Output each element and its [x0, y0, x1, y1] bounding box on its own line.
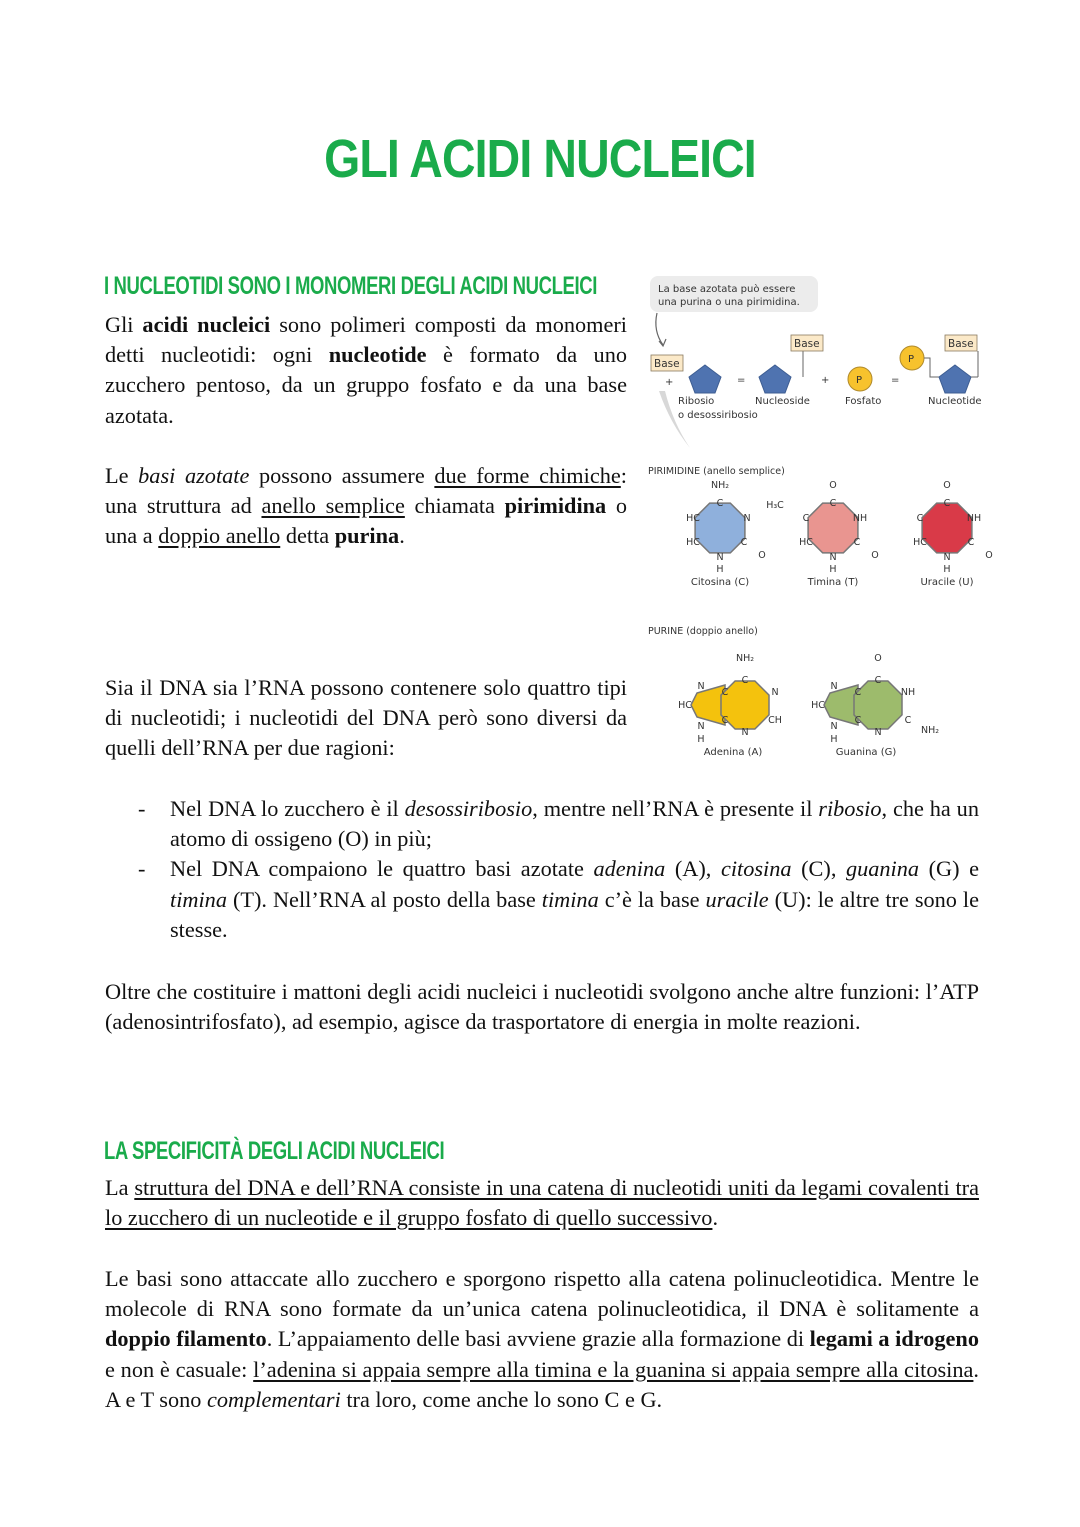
plus-sign: +: [821, 375, 830, 386]
text-run: complementari: [207, 1386, 341, 1412]
text-run: e non è casuale:: [105, 1356, 254, 1382]
molecule-name: Guanina (G): [835, 747, 897, 758]
atom-label: C: [829, 498, 837, 509]
atom-label: HC: [686, 537, 700, 548]
text-run: adenina: [593, 856, 666, 882]
text-run: citosina: [720, 856, 792, 882]
text-run: , mentre nell’RNA è presente il: [532, 796, 819, 821]
nucleotide-label: Nucleotide: [928, 396, 982, 407]
nucleotide-figure: [645, 273, 1035, 768]
pyrimidine-molecule: [686, 480, 766, 588]
list-item-text: [170, 796, 979, 851]
text-run: (C),: [791, 856, 846, 882]
atom-label: C: [967, 537, 975, 548]
ribose-label: o desossiribosio: [678, 410, 758, 421]
arrow-icon: [656, 313, 663, 345]
atom-label: O: [829, 480, 837, 491]
text-run: timina: [170, 886, 227, 912]
paragraph: [105, 673, 627, 764]
phosphate-label: P: [908, 354, 915, 365]
atom-label: C: [716, 498, 724, 509]
text-run: o una a: [105, 493, 627, 549]
text-run: nucleotide: [328, 342, 427, 368]
atom-label: C: [874, 675, 882, 686]
bullet-list: [105, 794, 979, 945]
atom-label: N: [943, 552, 951, 563]
purines-group: [678, 653, 939, 758]
ribose-label: Ribosio: [678, 396, 715, 407]
ring-icon: [824, 685, 858, 725]
text-run: due forme chimiche: [434, 463, 621, 488]
atom-label: N: [829, 552, 837, 563]
molecule-name: Citosina (C): [690, 577, 750, 588]
text-run: Nel DNA compaiono le quattro basi azotate: [170, 856, 594, 882]
phosphate-label: P: [856, 375, 863, 386]
text-run: .: [712, 1205, 719, 1231]
paragraph: [105, 1264, 979, 1415]
text-run: . A e T sono: [105, 1356, 979, 1412]
text-run: . L’appaiamento delle basi avviene grazie alla formazione di: [266, 1326, 810, 1352]
text-run: detta: [280, 523, 335, 549]
text-run: Nel DNA lo zucchero è il: [170, 796, 405, 821]
text-run: è formato da uno zucchero pentoso, da un gruppo fosfato e da una base azotata.: [105, 342, 627, 428]
pyrimidines-title: PIRIMIDINE (anello semplice): [648, 466, 785, 477]
text-run: Oltre che costituire i mattoni degli acidi nucleici i nucleotidi svolgono anche altre funzioni: l’ATP (adenosintrifosfato), ad esempio, agisce da trasportatore di energia in molte reazioni.: [105, 979, 979, 1035]
atom-label: O: [985, 550, 993, 561]
atom-label: N: [697, 721, 705, 732]
page-title: GLI ACIDI NUCLEICI: [324, 129, 756, 189]
molecule-name: Timina (T): [807, 577, 859, 588]
atom-label: H: [697, 734, 705, 745]
atom-label: C: [740, 537, 748, 548]
atom-label: C: [916, 513, 924, 524]
atom-label: HC: [799, 537, 813, 548]
section-heading-specificity: LA SPECIFICITÀ DEGLI ACIDI NUCLEICI: [104, 1137, 445, 1165]
purine-molecule: [678, 653, 782, 758]
atom-label: HC: [913, 537, 927, 548]
atom-label: O: [758, 550, 766, 561]
text-run: Le basi sono attaccate allo zucchero e sporgono rispetto alla catena polinucleotidica. Mentre le molecole di RNA sono formate da un’unica catena polinucleotidica, il DNA è solitamente a: [105, 1266, 979, 1322]
text-run: ribosio: [818, 796, 882, 821]
text-run: Sia il DNA sia l’RNA possono contenere solo quattro tipi di nucleotidi; i nucleotidi del DNA però sono diversi da quelli dell’RNA per due ragioni:: [105, 675, 627, 761]
ring-icon: [691, 685, 725, 725]
text-run: .: [399, 523, 405, 549]
molecule-name: Adenina (A): [703, 747, 763, 758]
atom-label: C: [741, 675, 749, 686]
atom-label: H: [830, 734, 838, 745]
sugar-pentagon-icon: [689, 365, 721, 393]
atom-label: C: [854, 715, 862, 726]
equals-sign: =: [737, 375, 746, 386]
atom-label: O: [871, 550, 879, 561]
paragraph: [105, 1173, 979, 1233]
ring-icon: [922, 503, 972, 553]
sugar-pentagon-icon: [939, 365, 971, 393]
base-label: Base: [654, 358, 680, 370]
text-run: uracile: [705, 886, 769, 912]
atom-label: C: [854, 687, 862, 698]
text-run: (U): le altre tre sono le stesse.: [170, 886, 979, 942]
purines-title: PURINE (doppio anello): [648, 626, 758, 637]
atom-label: NH₂: [735, 653, 755, 664]
atom-label: N: [743, 513, 751, 524]
pyrimidine-molecule: [913, 480, 993, 588]
atom-label: N: [771, 687, 779, 698]
text-run: acidi nucleici: [142, 312, 271, 337]
text-run: guanina: [845, 856, 920, 882]
pyrimidines-group: [686, 480, 993, 588]
atom-label: NH₂: [920, 725, 940, 736]
nucleotide-equation: [651, 335, 982, 421]
text-run: timina: [541, 886, 599, 912]
text-run: doppio filamento: [105, 1326, 267, 1352]
text-run: pirimidina: [504, 493, 607, 519]
pyrimidine-molecule: [766, 480, 879, 588]
callout-line: La base azotata può essere: [658, 284, 796, 295]
list-item: [105, 854, 979, 945]
atom-label: HC: [678, 700, 692, 711]
text-run: Gli: [105, 312, 143, 337]
text-run: La: [105, 1175, 135, 1200]
ring-icon: [695, 503, 745, 553]
text-run: : una struttura ad: [105, 463, 627, 519]
text-run: struttura del DNA e dell’RNA consiste in una catena di nucleotidi uniti da legami covalenti tra lo zucchero di un nucleotide e il gruppo fosfato di quello successivo: [105, 1175, 979, 1231]
phosphate-name: Fosfato: [845, 396, 882, 407]
atom-label: N: [830, 681, 838, 692]
atom-label: O: [874, 653, 882, 664]
paragraph: [105, 310, 627, 431]
atom-label: C: [853, 537, 861, 548]
paragraph: [105, 461, 627, 552]
atom-label: C: [943, 498, 951, 509]
atom-label: N: [716, 552, 724, 563]
atom-label: N: [697, 681, 705, 692]
text-run: chiamata: [404, 493, 505, 519]
text-run: sono polimeri composti da monomeri detti nucleotidi: ogni: [105, 312, 628, 368]
atom-label: HC: [811, 700, 825, 711]
ring-icon: [808, 503, 858, 553]
base-label: Base: [948, 338, 974, 350]
atom-label: H: [943, 564, 951, 575]
atom-label: CH: [768, 715, 782, 726]
atom-label: C: [904, 715, 912, 726]
list-item: [105, 794, 979, 854]
atom-label: N: [874, 727, 882, 738]
atom-label: O: [943, 480, 951, 491]
text-run: desossiribosio: [404, 796, 533, 821]
text-run: doppio anello: [158, 523, 281, 549]
sugar-pentagon-icon: [759, 365, 791, 393]
atom-label: NH: [900, 687, 916, 698]
atom-label: NH: [852, 513, 868, 524]
text-run: legami a idrogeno: [809, 1326, 979, 1352]
callout-line: una purina o una pirimidina.: [658, 297, 800, 308]
plus-sign: +: [665, 377, 674, 388]
base-label: Base: [794, 338, 820, 350]
atom-label: NH₂: [710, 480, 730, 491]
text-run: (A),: [665, 856, 721, 882]
molecule-name: Uracile (U): [920, 577, 974, 588]
atom-label: HC: [686, 513, 700, 524]
text-run: , che ha un atomo di ossigeno (O) in più;: [170, 796, 979, 852]
text-run: l’adenina si appaia sempre alla timina e la guanina si appaia sempre alla citosina: [253, 1356, 974, 1382]
text-run: Le: [105, 463, 139, 488]
atom-label: C: [802, 513, 810, 524]
atom-label: H₃C: [766, 500, 784, 511]
atom-label: H: [716, 564, 724, 575]
bullet-marker: -: [138, 856, 146, 882]
text-run: (T). Nell’RNA al posto della base: [226, 886, 542, 912]
atom-label: C: [721, 687, 729, 698]
atom-label: N: [741, 727, 749, 738]
bullet-marker: -: [138, 796, 146, 821]
atom-label: NH: [966, 513, 982, 524]
text-run: purina: [334, 523, 400, 549]
section-heading-nucleotides: I NUCLEOTIDI SONO I MONOMERI DEGLI ACIDI NUCLEICI: [104, 272, 598, 300]
list-item-text: [170, 856, 979, 941]
atom-label: N: [830, 721, 838, 732]
atom-label: C: [721, 715, 729, 726]
paragraph: [105, 977, 979, 1037]
text-run: c’è la base: [598, 886, 706, 912]
text-run: (G) e: [919, 856, 979, 882]
text-run: anello semplice: [261, 493, 405, 519]
nucleoside-label: Nucleoside: [755, 396, 810, 407]
atom-label: H: [829, 564, 837, 575]
equals-sign: =: [891, 375, 900, 386]
text-run: possono assumere: [249, 463, 435, 488]
text-run: tra loro, come anche lo sono C e G.: [340, 1386, 663, 1412]
purine-molecule: [811, 653, 939, 758]
text-run: basi azotate: [138, 463, 250, 488]
